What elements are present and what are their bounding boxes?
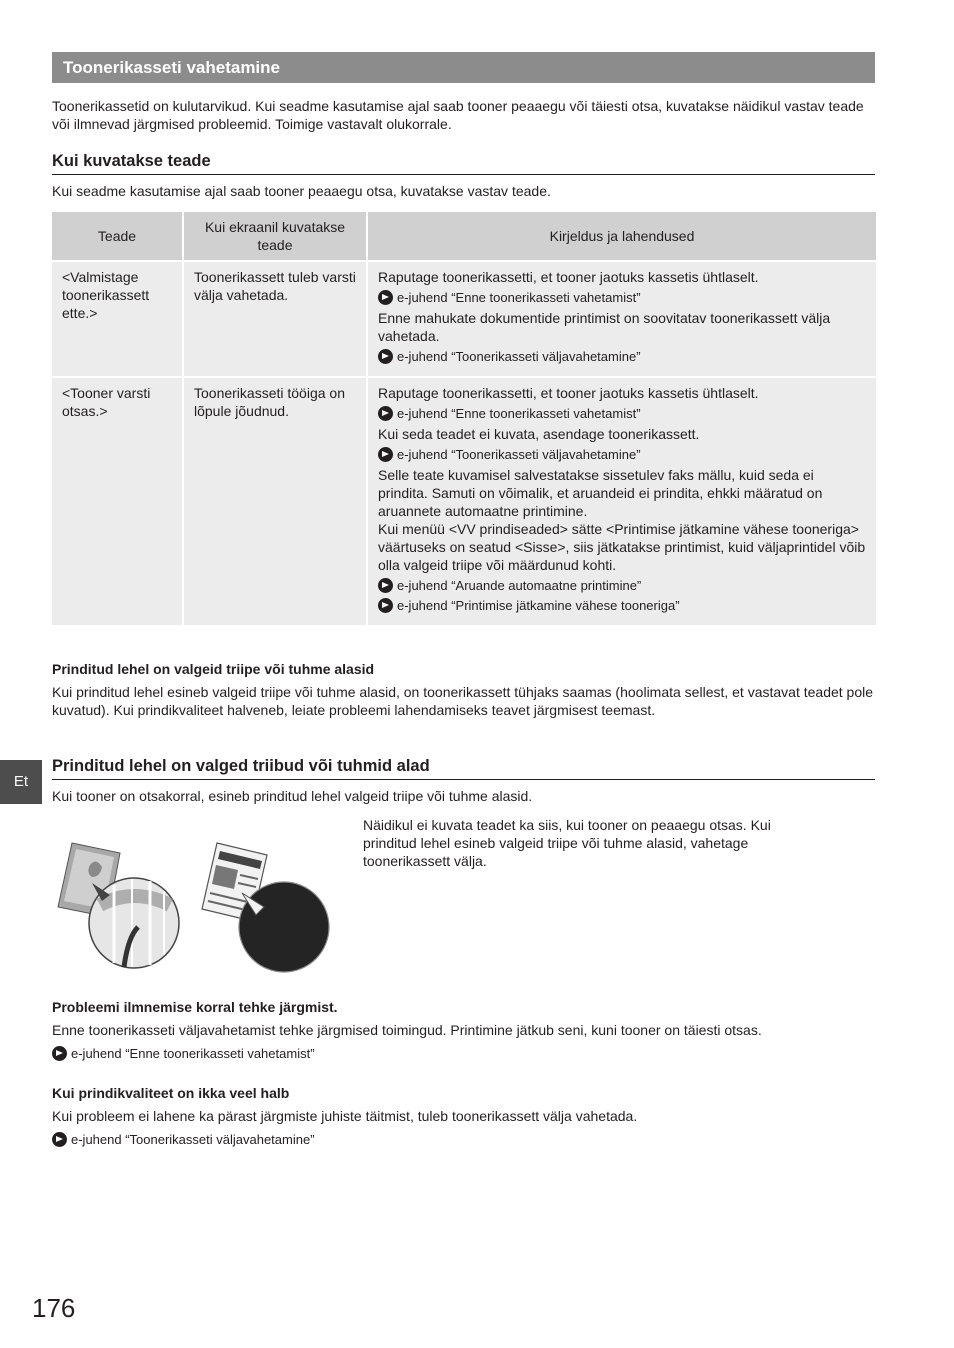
message-cell: <Tooner varsti otsas.> bbox=[52, 377, 183, 625]
description-text: Raputage toonerikassetti, et tooner jaotuks kassetis ühtlaselt. bbox=[378, 269, 759, 285]
note-text: Kui prinditud lehel esineb valgeid triipe või tuhme alasid, on toonerikassett tühjaks saamas (hoolimata sellest, et vastavat teadet pole kuvatud). Kui prindikvaliteet halveneb, leiate probleemi lahendamiseks teavet järgmisest teemast. bbox=[52, 684, 874, 718]
arrow-right-circle-icon bbox=[52, 1046, 67, 1061]
manual-reference[interactable] bbox=[378, 577, 866, 594]
message-table bbox=[52, 212, 876, 625]
description-text: Raputage toonerikassetti, et tooner jaotuks kassetis ühtlaselt. bbox=[378, 385, 759, 401]
reference-label: e-juhend “Toonerikasseti väljavahetamine” bbox=[397, 447, 641, 462]
reference-label: e-juhend “Toonerikasseti väljavahetamine” bbox=[71, 1132, 315, 1147]
arrow-right-circle-icon bbox=[52, 1132, 67, 1147]
arrow-right-circle-icon bbox=[378, 447, 393, 462]
reference-label: e-juhend “Toonerikasseti väljavahetamine” bbox=[397, 349, 641, 364]
document-page-illustration bbox=[202, 843, 329, 972]
manual-reference[interactable] bbox=[378, 289, 866, 306]
print-defect-illustration bbox=[52, 835, 337, 977]
section-text-streaks: Kui tooner on otsakorral, esineb prinditud lehel valgeid triipe või tuhme alasid. bbox=[52, 788, 533, 804]
subsection-heading: Probleemi ilmnemise korral tehke järgmist. bbox=[52, 999, 338, 1015]
reference-label: e-juhend “Printimise jätkamine vähese tooneriga” bbox=[397, 598, 680, 613]
page-title-bar bbox=[52, 52, 875, 83]
arrow-right-circle-icon bbox=[378, 349, 393, 364]
manual-reference[interactable] bbox=[378, 446, 866, 463]
table-row bbox=[52, 261, 876, 377]
reference-label: e-juhend “Enne toonerikasseti vahetamist” bbox=[397, 406, 641, 421]
description-text: Enne mahukate dokumentide printimist on soovitatav toonerikassett välja vahetada. bbox=[378, 310, 831, 344]
language-tab: Et bbox=[0, 760, 42, 804]
table-header: Kirjeldus ja lahendused bbox=[367, 212, 876, 261]
subsection-text: Kui probleem ei lahene ka pärast järgmiste juhiste täitmist, tuleb toonerikassett välja vahetada. bbox=[52, 1108, 638, 1124]
subsection-heading: Kui prindikvaliteet on ikka veel halb bbox=[52, 1085, 290, 1101]
description-text: Selle teate kuvamisel salvestatakse sissetulev faks mällu, kuid seda ei prindita. Samuti on võimalik, et aruandeid ei prindita, ehkki määratud on aruannete automaatne printimine. bbox=[378, 467, 823, 519]
description-text: Kui menüü <VV prindiseaded> sätte <Printimise jätkamine vähese tooneriga> väärtuseks on seatud <Sisse>, siis jätkatakse printimist, kuid väljaprintidel võib olla valgeid triipe või määrdunud kohti. bbox=[378, 521, 866, 573]
arrow-right-circle-icon bbox=[378, 406, 393, 421]
when-cell: Toonerikassett tuleb varsti välja vahetada. bbox=[183, 261, 367, 377]
page-title: Toonerikasseti vahetamine bbox=[63, 58, 280, 77]
arrow-right-circle-icon bbox=[378, 578, 393, 593]
table-row bbox=[52, 377, 876, 625]
table-header: Kui ekraanil kuvatakse teade bbox=[183, 212, 367, 261]
subsection-text: Enne toonerikasseti väljavahetamist tehke järgmised toimingud. Printimine jätkub seni, kuni tooner on täiesti otsas. bbox=[52, 1022, 762, 1038]
section-heading-message: Kui kuvatakse teade bbox=[52, 151, 875, 175]
description-text: Kui seda teadet ei kuvata, asendage toonerikassett. bbox=[378, 426, 700, 442]
intro-text: Toonerikassetid on kulutarvikud. Kui seadme kasutamise ajal saab tooner peaaegu või täiesti otsa, kuvatakse näidikul vastav teade või ilmnevad järgmised probleemid. Toimige vastavalt olukorrale. bbox=[52, 98, 864, 132]
arrow-right-circle-icon bbox=[378, 598, 393, 613]
description-cell bbox=[367, 377, 876, 625]
description-cell bbox=[367, 261, 876, 377]
page-number: 176 bbox=[32, 1293, 76, 1323]
arrow-right-circle-icon bbox=[378, 290, 393, 305]
table-header: Teade bbox=[52, 212, 183, 261]
message-cell: <Valmistage toonerikassett ette.> bbox=[52, 261, 183, 377]
manual-reference[interactable] bbox=[52, 1131, 315, 1148]
manual-reference[interactable] bbox=[378, 348, 866, 365]
manual-reference[interactable] bbox=[378, 405, 866, 422]
reference-label: e-juhend “Aruande automaatne printimine” bbox=[397, 578, 642, 593]
section-heading-streaks: Prinditud lehel on valged triibud või tuhmid alad bbox=[52, 756, 875, 780]
table-header-row bbox=[52, 212, 876, 261]
section-text-message: Kui seadme kasutamise ajal saab tooner peaaegu otsa, kuvatakse vastav teade. bbox=[52, 183, 551, 199]
figure-caption: Näidikul ei kuvata teadet ka siis, kui tooner on peaaegu otsas. Kui prinditud lehel esineb valgeid triipe või tuhme alasid, vahetage toonerikassett välja. bbox=[363, 817, 771, 869]
reference-label: e-juhend “Enne toonerikasseti vahetamist” bbox=[71, 1046, 315, 1061]
when-cell: Toonerikasseti tööiga on lõpule jõudnud. bbox=[183, 377, 367, 625]
note-heading: Prinditud lehel on valgeid triipe või tuhme alasid bbox=[52, 661, 375, 677]
reference-label: e-juhend “Enne toonerikasseti vahetamist” bbox=[397, 290, 641, 305]
manual-reference[interactable] bbox=[378, 597, 866, 614]
manual-reference[interactable] bbox=[52, 1045, 315, 1062]
photo-page-illustration bbox=[58, 843, 179, 968]
